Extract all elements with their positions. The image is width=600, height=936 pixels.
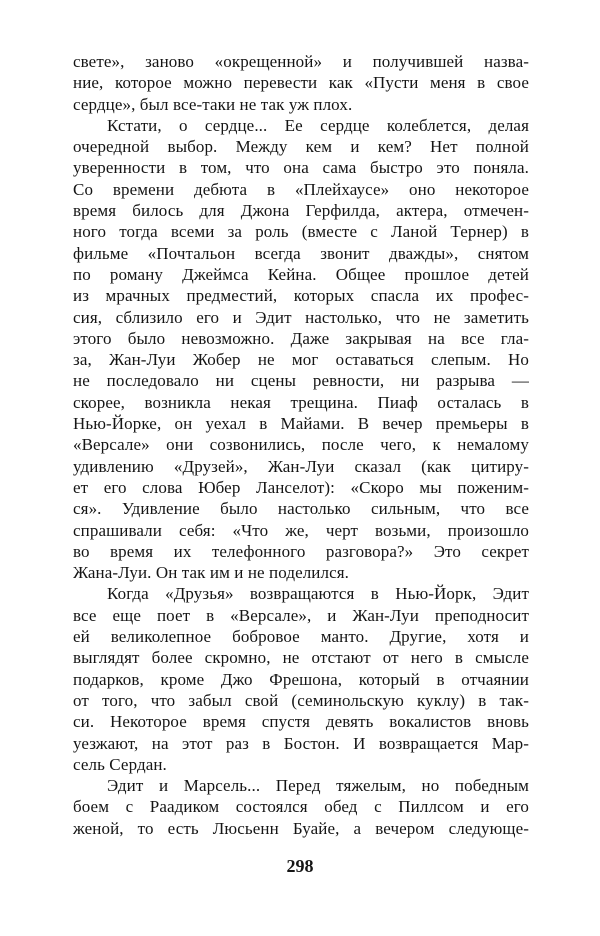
text-line: очередной выбор. Между кем и кем? Нет полной (73, 137, 529, 157)
text-line: за, Жан-Луи Жобер не мог оставаться слепым. Но (73, 350, 529, 370)
text-line: Эдит и Марсель... Перед тяжелым, но победным (107, 776, 529, 796)
text-line: си. Некоторое время спустя девять вокалистов вновь (73, 712, 529, 732)
text-line: подарков, кроме Джо Фрешона, который в отчаянии (73, 669, 529, 689)
paragraph (73, 115, 529, 584)
text-line: сия, сблизило его и Эдит настолько, что не заметить (73, 307, 529, 327)
text-line: ся». Удивление было настолько сильным, что все (73, 499, 529, 519)
text-line: ние, которое можно перевести как «Пусти меня в свое (73, 73, 529, 93)
text-line: женой, то есть Люсьенн Буайе, а вечером следующе- (73, 818, 529, 838)
paragraph (73, 775, 529, 839)
text-line: удивлению «Друзей», Жан-Луи сказал (как цитиру- (73, 456, 529, 476)
text-line: скорее, возникла некая трещина. Пиаф осталась в (73, 392, 529, 412)
text-line: боем с Раадиком состоялся обед с Пиллсом и его (73, 797, 529, 817)
text-line: сердце», был все-таки не так уж плох. (73, 94, 353, 114)
text-line: уезжают, на этот раз в Бостон. И возвращается Мар- (73, 733, 529, 753)
text-line: выглядят более скромно, не отстают от него в смысле (73, 648, 529, 668)
text-line: свете», заново «окрещенной» и получившей назва- (73, 52, 529, 71)
text-line: ей великолепное бобровое манто. Другие, хотя и (73, 627, 529, 647)
text-line: этого было невозможно. Даже закрывая на все гла- (73, 328, 529, 348)
text-line: время билось для Джона Герфилда, актера, отмечен- (73, 201, 529, 221)
page-number: 298 (286, 856, 314, 876)
text-line: сель Сердан. (73, 754, 167, 774)
text-line: ного тогда всеми за роль (вместе с Ланой Тернер) в (73, 222, 529, 242)
text-line: фильме «Почтальон всегда звонит дважды», снятом (73, 243, 529, 263)
paragraph (73, 583, 529, 775)
text-line: Кстати, о сердце... Ее сердце колеблется, делая (107, 115, 529, 135)
paragraph (73, 51, 529, 115)
text-line: все еще поет в «Версале», и Жан-Луи преподносит (73, 605, 529, 625)
text-line: спрашивали себя: «Что же, черт возьми, произошло (73, 520, 529, 540)
text-line: Со времени дебюта в «Плейхаусе» оно некоторое (73, 179, 529, 199)
text-line: во время их телефонного разговора?» Это секрет (73, 541, 529, 561)
text-line: по роману Джеймса Кейна. Общее прошлое детей (73, 264, 529, 284)
text-line: ет его слова Юбер Ланселот): «Скоро мы поженим- (73, 477, 529, 497)
text-line: Нью-Йорке, он уехал в Майами. В вечер премьеры в (73, 414, 529, 434)
text-line: уверенности в том, что она сама быстро это поняла. (73, 158, 529, 178)
text-line: Жана-Луи. Он так им и не поделился. (73, 563, 350, 583)
text-line: от того, что забыл свой (семинольскую куклу) в так- (73, 690, 529, 710)
text-line: «Версале» они созвонились, после чего, к немалому (73, 435, 529, 455)
text-line: Когда «Друзья» возвращаются в Нью-Йорк, Эдит (107, 584, 529, 604)
text-line: не последовало ни сцены ревности, ни разрыва — (73, 371, 529, 391)
page-body (73, 51, 529, 839)
text-line: из мрачных предместий, которых спасла их профес- (73, 286, 529, 306)
